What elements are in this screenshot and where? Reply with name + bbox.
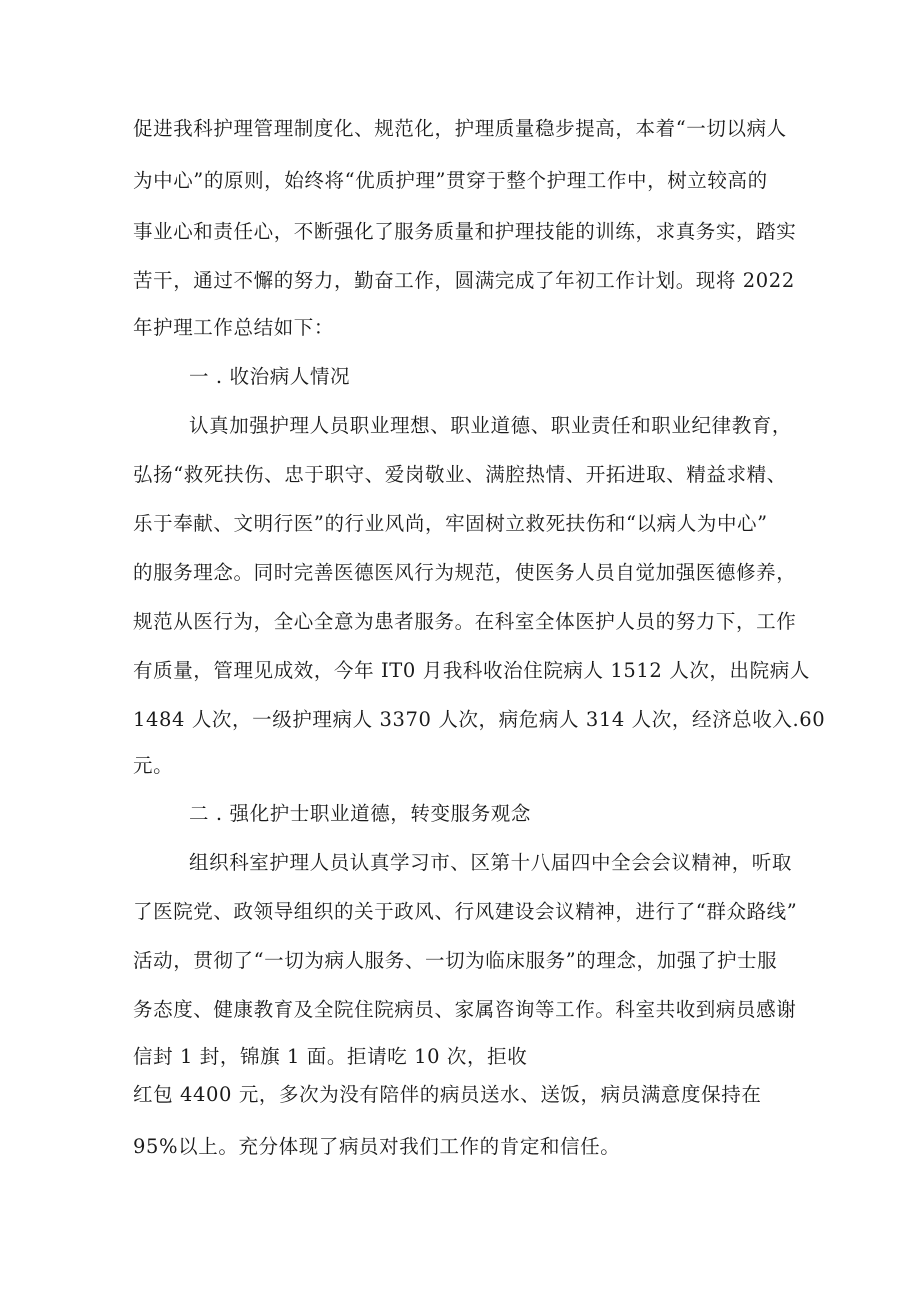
section1-line-4: 的服务理念。同时完善医德医风行为规范，使医务人员自觉加强医德修养， (133, 561, 797, 584)
section1-line-1: 认真加强护理人员职业理想、职业道德、职业责任和职业纪律教育， (189, 414, 793, 437)
section2-line-2: 了医院党、政领导组织的关于政风、行风建设会议精神，进行了“群众路线” (133, 900, 798, 923)
section2-line-1: 组织科室护理人员认真学习市、区第十八届四中全会会议精神，听取 (189, 851, 793, 874)
intro-line-1: 促进我科护理管理制度化、规范化，护理质量稳步提高，本着“一切以病人 (133, 117, 787, 140)
section1-line-6: 有质量，管理见成效，今年 IT0 月我科收治住院病人 1512 人次，出院病人 (133, 659, 810, 682)
section1-heading: 一 . 收治病人情况 (189, 365, 351, 388)
intro-line-4: 苦干，通过不懈的努力，勤奋工作，圆满完成了年初工作计划。现将 2022 (133, 269, 795, 292)
section2-line-5: 信封 1 封，锦旗 1 面。拒请吃 10 次，拒收 (133, 1045, 528, 1068)
intro-line-2: 为中心”的原则，始终将“优质护理”贯穿于整个护理工作中，树立较高的 (133, 169, 768, 192)
section2-line-6: 红包 4400 元，多次为没有陪伴的病员送水、送饭，病员满意度保持在 (133, 1083, 762, 1106)
section1-line-8: 元。 (133, 754, 174, 777)
section1-line-7: 1484 人次，一级护理病人 3370 人次，病危病人 314 人次，经济总收入.60 (133, 708, 826, 731)
section1-line-5: 规范从医行为，全心全意为患者服务。在科室全体医护人员的努力下，工作 (133, 610, 797, 633)
intro-line-3: 事业心和责任心，不断强化了服务质量和护理技能的训练，求真务实，踏实 (133, 220, 797, 243)
section1-line-3: 乐于奉献、文明行医”的行业风尚，牢固树立救死扶伤和“以病人为中心” (133, 512, 768, 535)
intro-line-5: 年护理工作总结如下： (133, 316, 335, 339)
section1-line-2: 弘扬“救死扶伤、忠于职守、爱岗敬业、满腔热情、开拓进取、精益求精、 (133, 463, 787, 486)
section2-line-3: 活动，贯彻了“一切为病人服务、一切为临床服务”的理念，加强了护士服 (133, 949, 778, 972)
section2-line-7: 95%以上。充分体现了病员对我们工作的肯定和信任。 (133, 1135, 621, 1158)
section2-heading: 二 . 强化护士职业道德，转变服务观念 (189, 802, 531, 825)
section2-line-4: 务态度、健康教育及全院住院病员、家属咨询等工作。科室共收到病员感谢 (133, 998, 797, 1021)
